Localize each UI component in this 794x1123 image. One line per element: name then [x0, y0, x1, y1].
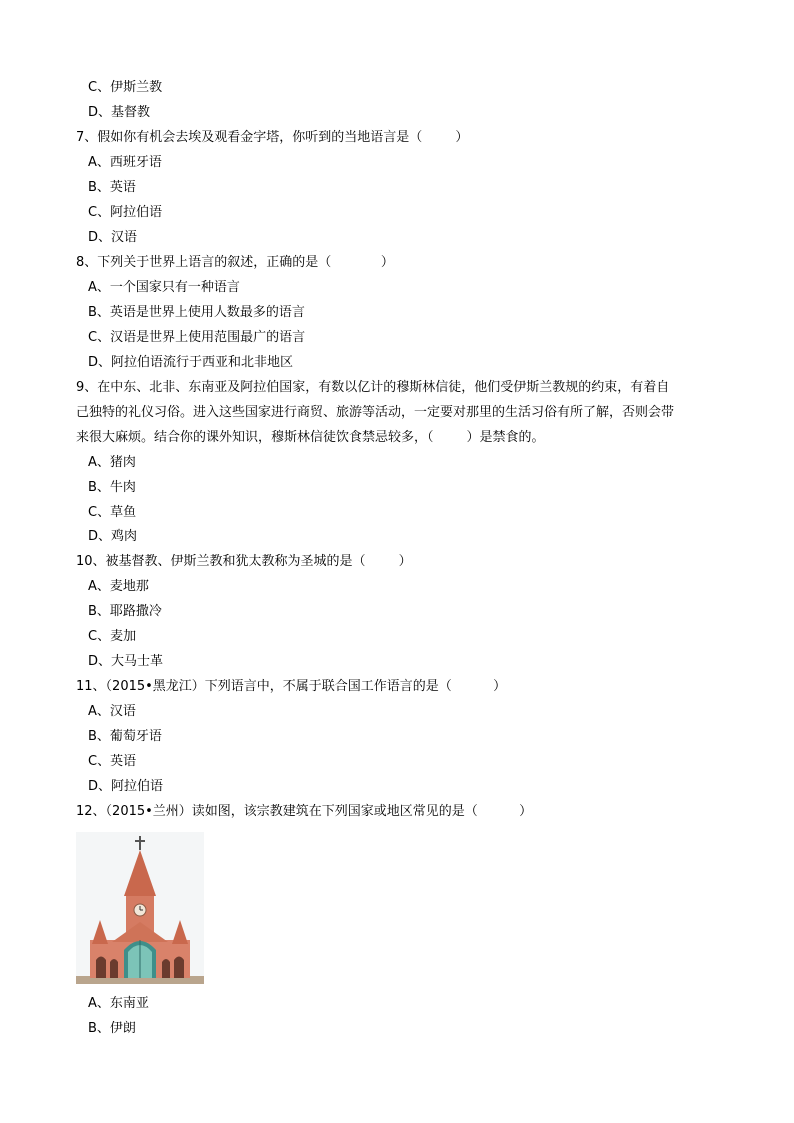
q7-option-d: D、汉语: [88, 230, 138, 245]
q8-option-b: B、英语是世界上使用人数最多的语言: [88, 305, 305, 320]
question-12: 12、（2015•兰州）读如图，该宗教建筑在下列国家或地区常见的是（ ）: [76, 804, 533, 819]
q9-option-c: C、草鱼: [88, 505, 137, 520]
q9-option-d: D、鸡肉: [88, 529, 138, 544]
q8-option-c: C、汉语是世界上使用范围最广的语言: [88, 330, 306, 345]
question-11: 11、（2015•黑龙江）下列语言中，不属于联合国工作语言的是（ ）: [76, 679, 507, 694]
q9-option-b: B、牛肉: [88, 480, 136, 495]
question-8: 8、下列关于世界上语言的叙述，正确的是（ ）: [76, 255, 394, 270]
q8-option-a: A、一个国家只有一种语言: [88, 280, 240, 295]
q6-option-d: D、基督教: [88, 105, 151, 120]
q12-option-b: B、伊朗: [88, 1021, 136, 1036]
q11-option-b: B、葡萄牙语: [88, 729, 162, 744]
q9-option-a: A、猪肉: [88, 455, 136, 470]
question-9-continued: 己独特的礼仪习俗。进入这些国家进行商贸、旅游等活动，一定要对那里的生活习俗有所了解，否则会带: [76, 405, 675, 420]
question-9: 9、在中东、北非、东南亚及阿拉伯国家，有数以亿计的穆斯林信徒，他们受伊斯兰教规的约束，有着自: [76, 380, 670, 395]
q8-option-d: D、阿拉伯语流行于西亚和北非地区: [88, 355, 294, 370]
q7-option-c: C、阿拉伯语: [88, 205, 163, 220]
q7-option-a: A、西班牙语: [88, 155, 162, 170]
q10-option-a: A、麦地那: [88, 579, 149, 594]
q10-option-b: B、耶路撒冷: [88, 604, 162, 619]
q11-option-d: D、阿拉伯语: [88, 779, 164, 794]
q12-option-a: A、东南亚: [88, 996, 149, 1011]
q10-option-c: C、麦加: [88, 629, 137, 644]
q10-option-d: D、大马士革: [88, 654, 164, 669]
q6-option-c: C、伊斯兰教: [88, 80, 163, 95]
question-9-continued: 来很大麻烦。结合你的课外知识，穆斯林信徒饮食禁忌较多，（ ）是禁食的。: [76, 430, 545, 445]
question-10: 10、被基督教、伊斯兰教和犹太教称为圣城的是（ ）: [76, 554, 412, 569]
q11-option-c: C、英语: [88, 754, 137, 769]
church-image: [76, 832, 204, 984]
question-7: 7、假如你有机会去埃及观看金字塔，你听到的当地语言是（ ）: [76, 130, 469, 145]
q11-option-a: A、汉语: [88, 704, 136, 719]
q7-option-b: B、英语: [88, 180, 136, 195]
